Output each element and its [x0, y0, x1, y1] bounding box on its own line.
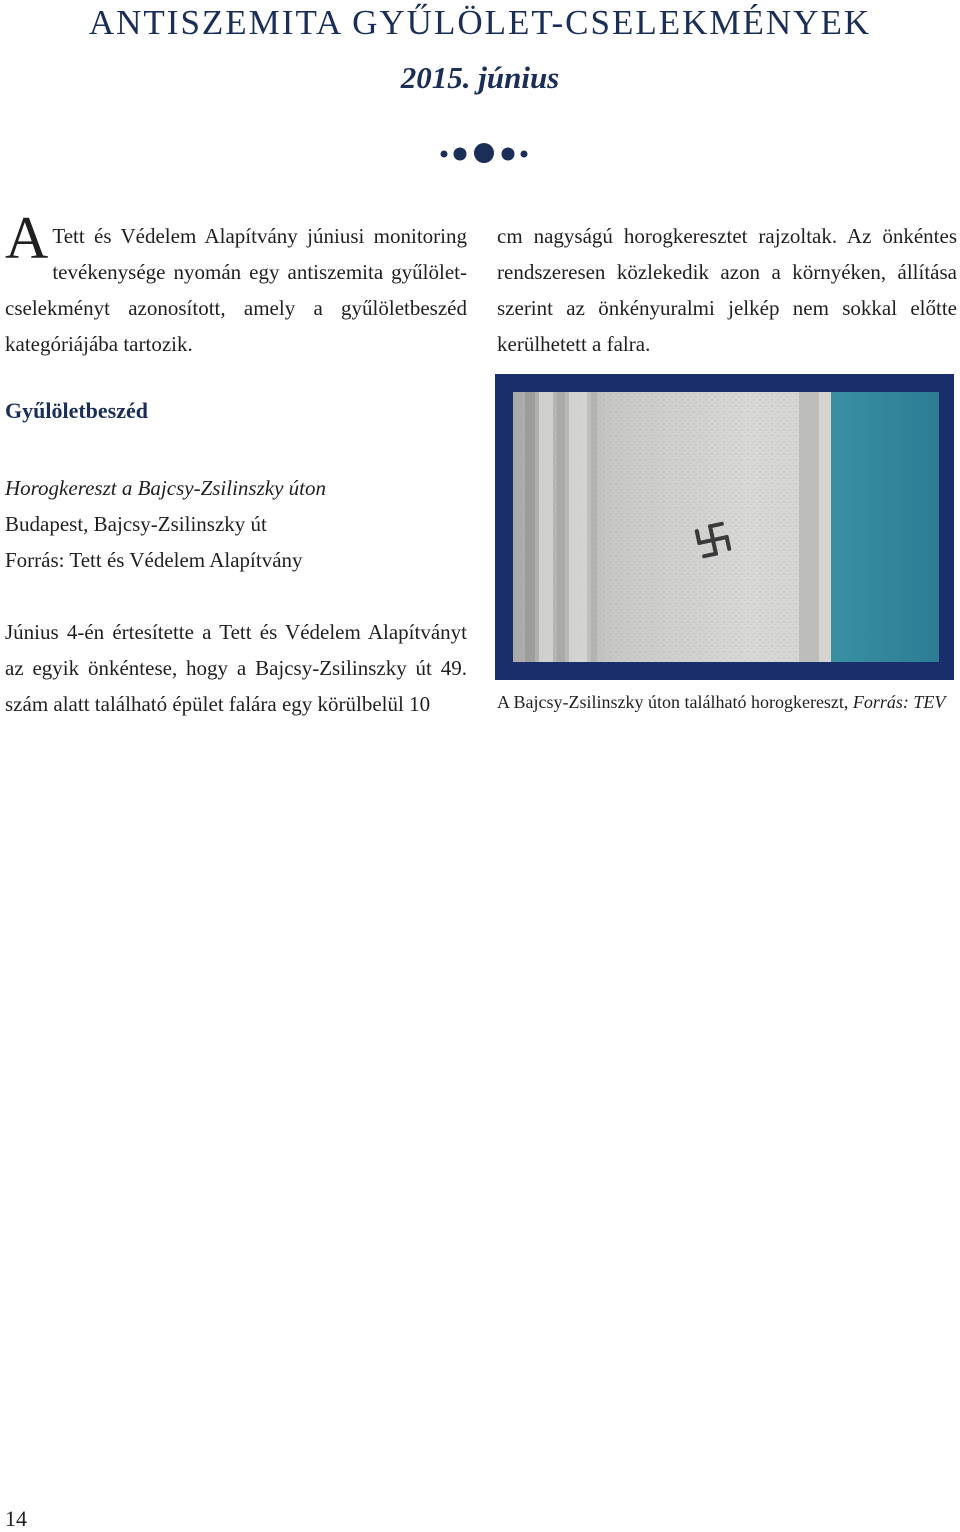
intro-text: Tett és Védelem Alapítvány júniusi monitoring tevékenysége nyomán egy antiszemita gyűlölet-cselekményt azonosított, amely a gyűlöletbeszéd kategóriájába tartozik. — [5, 224, 467, 356]
case-title: Horogkereszt a Bajcsy-Zsilinszky úton — [5, 476, 326, 500]
swastika-wall-photo — [513, 392, 939, 662]
case-info — [5, 470, 467, 578]
intro-paragraph — [5, 205, 467, 362]
page-title: ANTISZEMITA GYŰLÖLET-CSELEKMÉNYEK — [88, 3, 872, 42]
photo-frame — [495, 374, 954, 680]
ornament-dots-icon — [436, 140, 536, 166]
page-subtitle: 2015. június — [400, 60, 560, 95]
page-number: 14 — [5, 1506, 27, 1531]
right-column — [497, 218, 957, 362]
body-paragraph-right: cm nagyságú horogkeresztet rajzoltak. Az önkéntes rendszeresen közlekedik azon a környéken, állítása szerint az önkényuralmi jelkép nem sokkal előtte kerülhetett a falra. — [497, 224, 957, 356]
body-paragraph-left: Június 4-én értesítette a Tett és Védelem Alapítványt az egyik önkéntese, hogy a Bajcsy-Zsilinszky út 49. szám alatt található épület falára egy körülbelül 10 — [5, 620, 467, 716]
figure-caption — [497, 688, 957, 716]
caption-source: Forrás: TEV — [852, 692, 946, 712]
case-location: Budapest, Bajcsy-Zsilinszky út — [5, 512, 267, 536]
dropcap: A — [5, 205, 49, 271]
case-source: Forrás: Tett és Védelem Alapítvány — [5, 548, 303, 572]
section-heading: Gyűlöletbeszéd — [5, 398, 148, 423]
caption-text: A Bajcsy-Zsilinszky úton található horogkereszt, — [497, 692, 849, 712]
intro-column — [5, 205, 467, 362]
